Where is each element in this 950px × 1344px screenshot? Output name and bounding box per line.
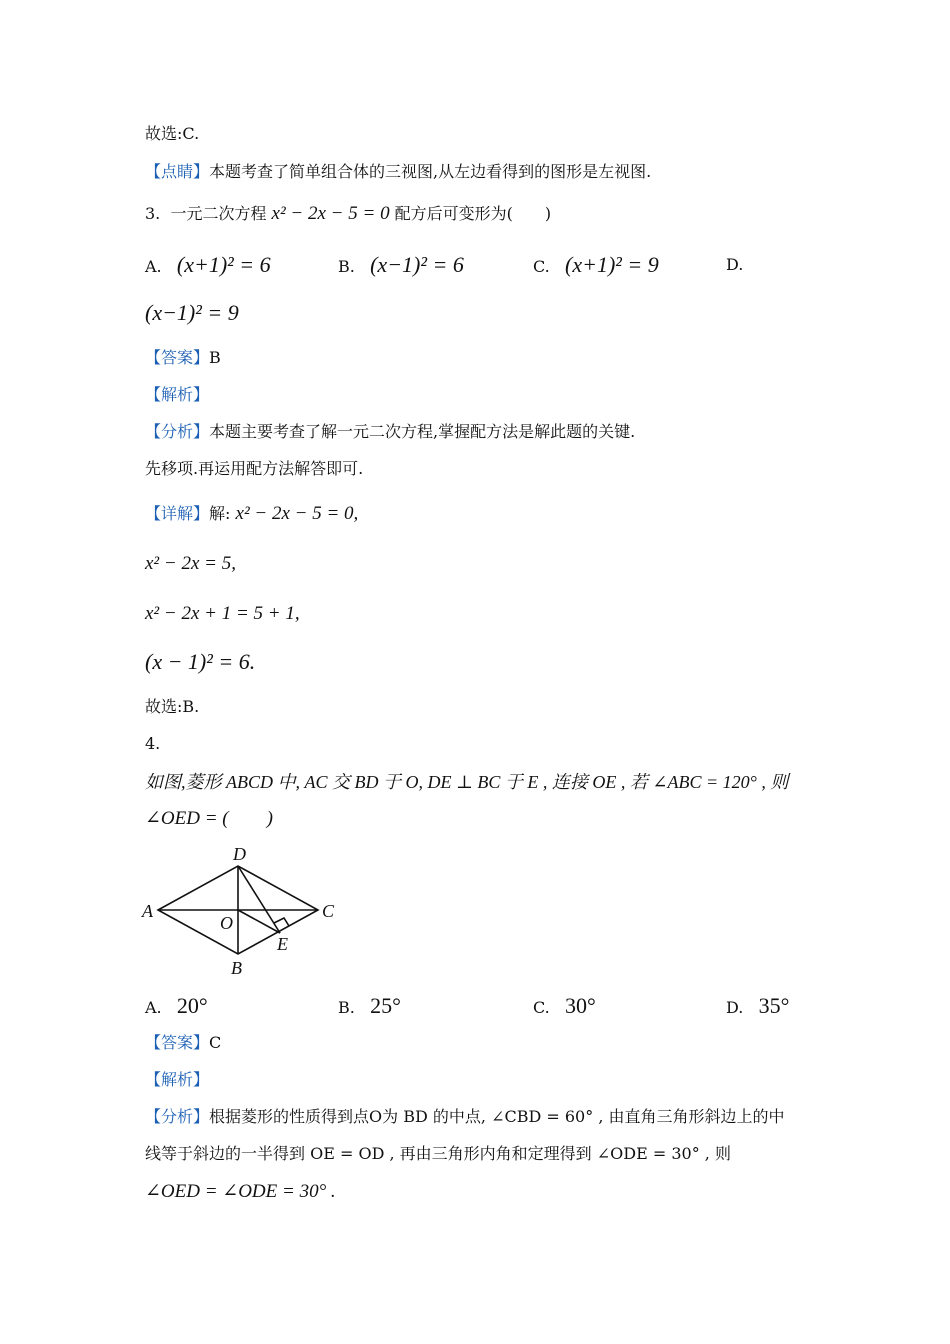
q4-answer-value: C xyxy=(209,1033,222,1052)
q3-step-2: x² − 2x = 5, xyxy=(145,553,236,574)
q4-option-b-value: 25° xyxy=(370,993,401,1018)
previous-conclusion: 故选:C. xyxy=(145,124,200,143)
q3-answer-value: B xyxy=(209,348,221,367)
right-angle-mark xyxy=(274,918,289,926)
q3-option-c[interactable] xyxy=(533,253,659,279)
q3-detail-tag: 【详解】 xyxy=(145,504,210,523)
q4-answer xyxy=(145,1032,221,1054)
q3-method: 先移项.再运用配方法解答即可. xyxy=(145,459,364,478)
segment-de xyxy=(238,866,280,933)
q3-fenxi-text: 本题主要考查了解一元二次方程,掌握配方法是解此题的关键. xyxy=(209,422,636,441)
q3-stem xyxy=(145,203,551,225)
q4-option-d-value: 35° xyxy=(758,993,790,1018)
q3-option-b-label: B. xyxy=(338,257,355,276)
q4-stem-line1: 如图,菱形 ABCD 中, AC 交 BD 于 O, DE ⊥ BC 于 E , 连接 OE , 若 ∠ABC = 120° , 则 xyxy=(145,772,789,792)
q3-option-a-label: A. xyxy=(145,257,162,276)
rhombus-figure xyxy=(140,842,340,982)
q4-option-a-value: 20° xyxy=(176,993,208,1018)
q4-option-c-label: C. xyxy=(533,998,550,1017)
q3-step-1: x² − 2x − 5 = 0, xyxy=(235,503,359,524)
q3-option-a-expr: (x+1)² = 6 xyxy=(176,252,271,277)
q3-stem-post: 配方后可变形为( ) xyxy=(394,204,552,223)
q3-answer xyxy=(145,347,221,369)
q3-option-c-label: C. xyxy=(533,257,550,276)
q4-option-a-label: A. xyxy=(145,998,162,1017)
dianjing-text: 本题考查了简单组合体的三视图,从左边看得到的图形是左视图. xyxy=(209,162,652,181)
label-a: A xyxy=(142,901,153,921)
label-d: D xyxy=(233,844,246,864)
q3-option-d-label[interactable]: D. xyxy=(726,255,744,274)
q3-fenxi xyxy=(145,421,635,443)
q3-detail-intro: 解: xyxy=(209,504,231,523)
q3-stem-pre: 一元二次方程 xyxy=(170,204,267,223)
q3-analysis-tag: 【解析】 xyxy=(145,385,210,404)
q3-equation: x² − 2x − 5 = 0 xyxy=(271,203,390,224)
q4-fenxi-line1: 【分析】根据菱形的性质得到点O为 BD 的中点, ∠CBD = 60° , 由直角三角形斜边上的中 xyxy=(145,1107,785,1126)
q3-step-4: (x − 1)² = 6. xyxy=(145,649,256,674)
label-b: B xyxy=(231,958,242,978)
q4-number: 4. xyxy=(145,734,161,753)
q4-fenxi-tag: 【分析】 xyxy=(145,1107,210,1126)
q4-option-d[interactable] xyxy=(726,994,789,1020)
q4-option-b[interactable] xyxy=(338,994,401,1020)
q4-option-c[interactable] xyxy=(533,994,596,1020)
q3-number: 3. xyxy=(145,204,161,223)
q4-fenxi-line3: ∠OED = ∠ODE = 30° . xyxy=(145,1181,336,1202)
q3-option-b[interactable] xyxy=(338,253,464,279)
q3-option-a[interactable] xyxy=(145,253,271,279)
label-c: C xyxy=(322,901,335,921)
q4-option-d-label: D. xyxy=(726,998,744,1017)
dianjing-paragraph xyxy=(145,161,651,183)
q4-option-b-label: B. xyxy=(338,998,355,1017)
q3-option-d-expr[interactable]: (x−1)² = 9 xyxy=(145,300,239,325)
label-o: O xyxy=(220,913,233,933)
q4-answer-tag: 【答案】 xyxy=(145,1033,210,1052)
q3-option-b-expr: (x−1)² = 6 xyxy=(370,252,464,277)
q4-analysis-tag: 【解析】 xyxy=(145,1070,210,1089)
q4-option-a[interactable] xyxy=(145,994,208,1020)
q4-fenxi-line2: 线等于斜边的一半得到 OE = OD , 再由三角形内角和定理得到 ∠ODE = 30° , 则 xyxy=(145,1144,731,1163)
q3-answer-tag: 【答案】 xyxy=(145,348,210,367)
q3-fenxi-tag: 【分析】 xyxy=(145,422,210,441)
label-e: E xyxy=(277,934,288,954)
q3-step-3: x² − 2x + 1 = 5 + 1, xyxy=(145,603,300,624)
q3-conclusion: 故选:B. xyxy=(145,697,200,716)
q3-detail xyxy=(145,503,358,525)
q4-stem-line2: ∠OED = ( ) xyxy=(145,808,273,829)
q4-option-c-value: 30° xyxy=(565,993,596,1018)
q3-option-c-expr: (x+1)² = 9 xyxy=(565,252,659,277)
dianjing-tag: 【点睛】 xyxy=(145,162,210,181)
